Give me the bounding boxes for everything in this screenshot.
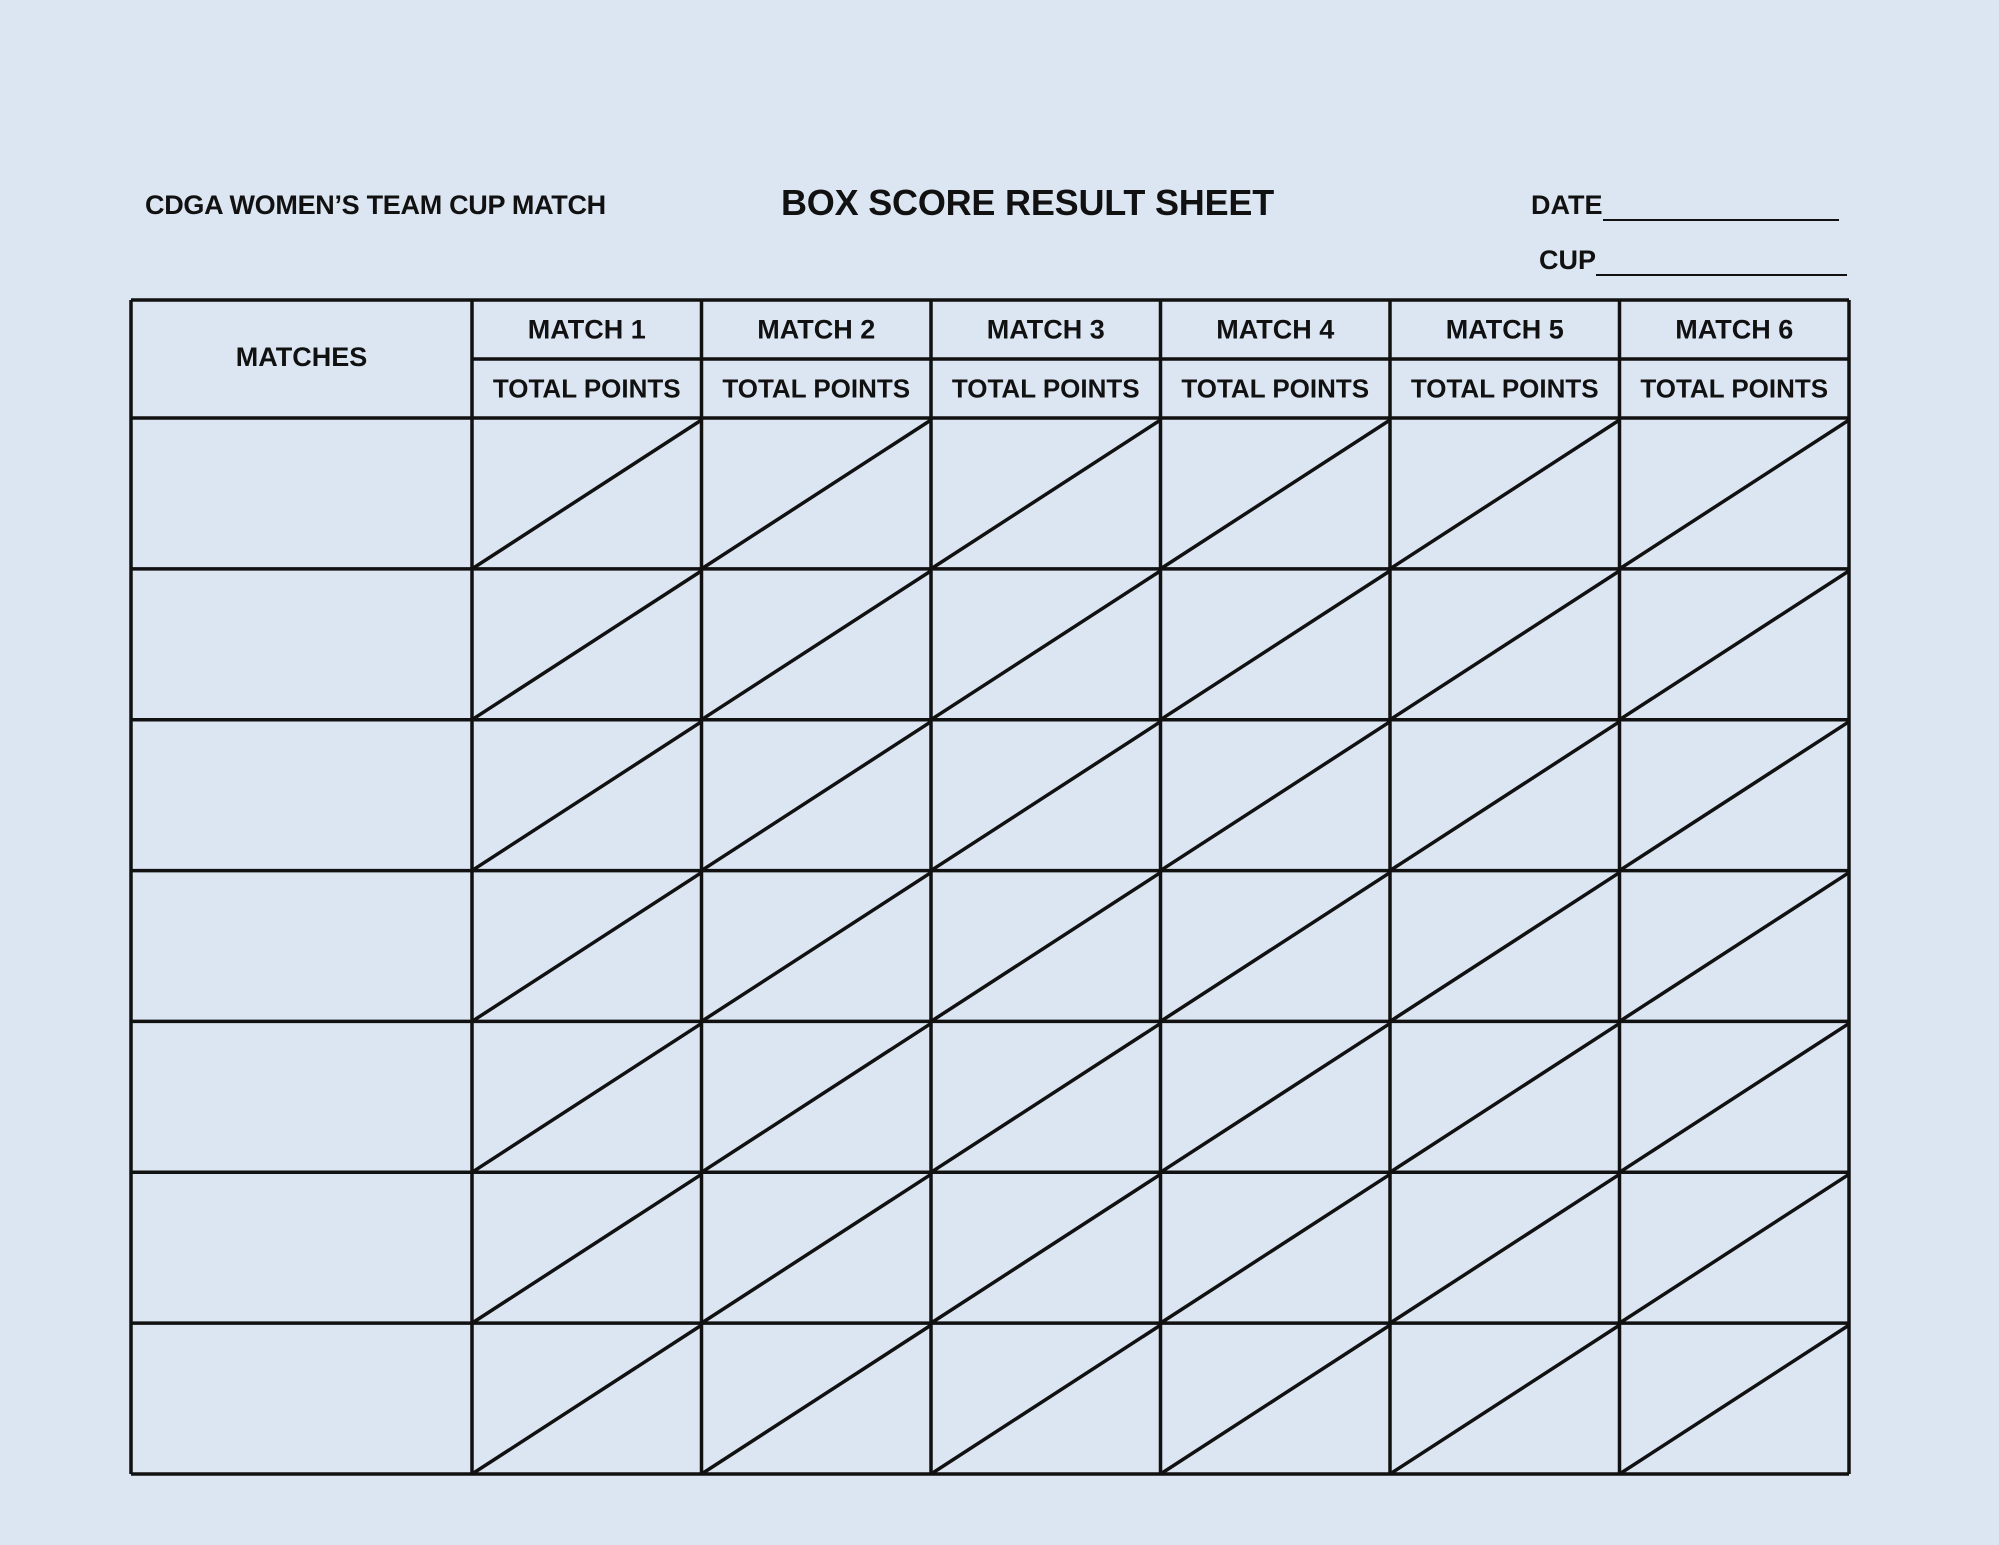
score-cell-diagonal <box>472 571 702 720</box>
score-cell-diagonal <box>1620 571 1850 720</box>
total-points-header-6: TOTAL POINTS <box>1640 373 1829 404</box>
score-cell-diagonal <box>702 571 932 720</box>
score-cell-diagonal <box>702 873 932 1022</box>
total-points-header-2: TOTAL POINTS <box>722 373 911 404</box>
score-cell-diagonal <box>1390 1174 1620 1323</box>
score-cell-diagonal <box>472 1023 702 1172</box>
match-header-5: MATCH 5 <box>1445 314 1564 345</box>
score-cell-diagonal <box>1390 571 1620 720</box>
sheet-title: BOX SCORE RESULT SHEET <box>781 182 1274 223</box>
score-cell-diagonal <box>931 1023 1161 1172</box>
score-cell-diagonal <box>1161 873 1391 1022</box>
score-cell-diagonal <box>1390 420 1620 569</box>
score-cell-diagonal <box>472 420 702 569</box>
score-cell-diagonal <box>931 571 1161 720</box>
score-cell-diagonal <box>1161 722 1391 871</box>
match-header-6: MATCH 6 <box>1675 314 1794 345</box>
score-cell-diagonal <box>1620 1174 1850 1323</box>
score-cell-diagonal <box>931 420 1161 569</box>
match-header-4: MATCH 4 <box>1216 314 1335 345</box>
cup-label: CUP <box>1539 245 1597 275</box>
score-cell-diagonal <box>931 1174 1161 1323</box>
organization-title: CDGA WOMEN’S TEAM CUP MATCH <box>145 190 606 220</box>
score-cell-diagonal <box>931 1325 1161 1474</box>
score-cell-diagonal <box>1390 1325 1620 1474</box>
match-header-1: MATCH 1 <box>527 314 646 345</box>
match-header-3: MATCH 3 <box>986 314 1105 345</box>
score-cell-diagonal <box>931 873 1161 1022</box>
matches-header: MATCHES <box>235 342 368 373</box>
score-cell-diagonal <box>1161 420 1391 569</box>
score-cell-diagonal <box>1390 722 1620 871</box>
score-cell-diagonal <box>702 1174 932 1323</box>
score-cell-diagonal <box>1620 1325 1850 1474</box>
score-cell-diagonal <box>931 722 1161 871</box>
score-cell-diagonal <box>472 1325 702 1474</box>
score-cell-diagonal <box>1620 722 1850 871</box>
score-cell-diagonal <box>472 722 702 871</box>
score-cell-diagonal <box>702 420 932 569</box>
score-cell-diagonal <box>1390 873 1620 1022</box>
score-cell-diagonal <box>472 1174 702 1323</box>
score-cell-diagonal <box>1161 1023 1391 1172</box>
score-cell-diagonal <box>1161 571 1391 720</box>
score-cell-diagonal <box>702 1325 932 1474</box>
total-points-header-5: TOTAL POINTS <box>1410 373 1599 404</box>
score-cell-diagonal <box>1390 1023 1620 1172</box>
score-cell-diagonal <box>702 1023 932 1172</box>
score-cell-diagonal <box>472 873 702 1022</box>
score-cell-diagonal <box>1161 1325 1391 1474</box>
score-cell-diagonal <box>702 722 932 871</box>
match-header-2: MATCH 2 <box>757 314 876 345</box>
date-label: DATE <box>1531 190 1603 220</box>
total-points-header-1: TOTAL POINTS <box>492 373 681 404</box>
score-cell-diagonal <box>1161 1174 1391 1323</box>
total-points-header-3: TOTAL POINTS <box>951 373 1140 404</box>
total-points-header-4: TOTAL POINTS <box>1181 373 1370 404</box>
score-cell-diagonal <box>1620 420 1850 569</box>
score-cell-diagonal <box>1620 873 1850 1022</box>
score-cell-diagonal <box>1620 1023 1850 1172</box>
